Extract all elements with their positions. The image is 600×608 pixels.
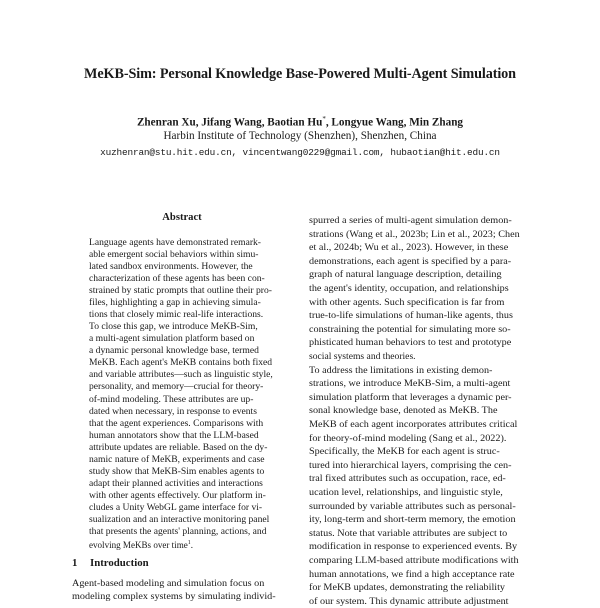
rightcol-line: true-to-life simulations of human-like agents, thus xyxy=(309,310,513,322)
paper-title: MeKB-Sim: Personal Knowledge Base-Powered Multi-Agent Simulation xyxy=(84,66,516,82)
abstract-line: To close this gap, we introduce MeKB-Sim, xyxy=(89,321,258,332)
rightcol-line: tral fixed attributes such as occupation, race, ed- xyxy=(309,473,506,485)
rightcol-line: sonal knowledge base, denoted as MeKB. The xyxy=(309,405,498,417)
abstract-line: study show that MeKB-Sim enables agents to xyxy=(89,465,265,476)
abstract-last-text: evolving MeKBs over time xyxy=(89,540,188,551)
authors-rest: , Longyue Wang, Min Zhang xyxy=(325,116,464,129)
abstract-line: that the agent experiences. Comparisons with xyxy=(89,417,264,428)
abstract-line: characterization of these agents has been con- xyxy=(89,273,265,284)
rightcol-line: human annotations, we find a high acceptance rate xyxy=(309,568,515,580)
abstract-line: personality, and memory—crucial for theory- xyxy=(89,381,264,392)
author-emails: xuzhenran@stu.hit.edu.cn, vincentwang0229@gmail.com, hubaotian@hit.edu.cn xyxy=(100,147,500,158)
abstract-line: lated sandbox environments. However, the xyxy=(89,261,253,272)
abstract-line: cludes a Unity WebGL game interface for vi- xyxy=(89,501,263,512)
authors-first: Zhenran Xu, Jifang Wang, Baotian Hu xyxy=(136,116,323,129)
rightcol-line: constraining the potential for simulating more so- xyxy=(309,323,511,335)
intro-line: modeling complex systems by simulating individ- xyxy=(72,591,276,602)
abstract-line: namic nature of MeKB, experiments and case xyxy=(89,453,265,464)
abstract-line: a dynamic personal knowledge base, termed xyxy=(89,345,259,356)
rightcol-line: ity, long-term and short-term memory, the emotion xyxy=(309,514,516,526)
section-heading-introduction xyxy=(72,557,149,569)
rightcol-line: graph of natural language description, detailing xyxy=(309,269,502,281)
rightcol-line: MeKB of each agent incorporates attributes critical xyxy=(309,419,518,430)
abstract-heading: Abstract xyxy=(162,212,202,223)
rightcol-line: tured into hierarchical layers, comprising the cen- xyxy=(309,459,512,471)
abstract-line: with other agents effectively. Our platform in- xyxy=(89,489,266,500)
footnote-mark: 1 xyxy=(187,540,191,546)
abstract-line: files, highlighting a gap in achieving simula- xyxy=(89,297,261,308)
section-title: Introduction xyxy=(90,557,149,569)
rightcol-line: To address the limitations in existing demon- xyxy=(309,364,493,376)
rightcol-line: with other agents. Such specification is far from xyxy=(309,296,505,308)
rightcol-line: comparing LLM-based attribute modifications with xyxy=(309,555,519,566)
abstract-line: strained by static prompts that outline their pro- xyxy=(89,285,272,296)
abstract-line: and variable attributes—such as linguistic style, xyxy=(89,369,273,380)
intro-line: Agent-based modeling and simulation focus on xyxy=(72,578,265,589)
author-list xyxy=(0,115,600,129)
abstract-line: of-mind modeling. These attributes are up- xyxy=(89,393,254,404)
abstract-line: attribute updates are reliable. Based on the dy- xyxy=(89,441,268,452)
abstract-line: MeKB. Each agent's MeKB contains both fixed xyxy=(89,357,273,368)
abstract-line: that presents the agents' planning, actions, and xyxy=(89,525,267,536)
abstract-line: sualization and an interactive monitoring panel xyxy=(89,513,270,524)
rightcol-line: status. Note that variable attributes are subject to xyxy=(309,527,508,539)
rightcol-line: of our system. This dynamic attribute adjustment xyxy=(309,595,509,607)
abstract-line: able emergent social behaviors within simu- xyxy=(89,249,259,260)
abstract-line: tions that closely mimic real-life interactions. xyxy=(89,309,264,320)
rightcol-line: for theory-of-mind modeling (Sang et al., 2022). xyxy=(309,432,507,444)
abstract-line: a multi-agent simulation platform based on xyxy=(89,333,255,344)
affiliation: Harbin Institute of Technology (Shenzhen), Shenzhen, China xyxy=(163,130,437,142)
rightcol-line: demonstrations, each agent is specified by a para- xyxy=(309,255,512,267)
corresponding-author-mark: * xyxy=(322,115,326,123)
rightcol-line: surrounded by variable attributes such as personal- xyxy=(309,500,516,512)
rightcol-line: Specifically, the MeKB for each agent is struc- xyxy=(309,446,500,458)
rightcol-line: the agent's identity, occupation, and relationships xyxy=(309,283,509,294)
rightcol-line: phisticated human behaviors to test and prototype xyxy=(309,337,512,349)
abstract-last-line xyxy=(89,537,193,551)
rightcol-line: for MeKB updates, demonstrating the reliability xyxy=(309,582,506,594)
rightcol-line: strations, we introduce MeKB-Sim, a multi-agent xyxy=(309,378,511,390)
abstract-last-period: . xyxy=(190,540,194,551)
rightcol-line: social systems and theories. xyxy=(309,351,416,362)
abstract-line: human annotators show that the LLM-based xyxy=(89,429,259,440)
rightcol-line: ucation level, relationships, and linguistic style, xyxy=(309,487,503,498)
abstract-line: dated when necessary, in response to events xyxy=(89,405,257,416)
section-number: 1 xyxy=(72,557,78,569)
rightcol-line: simulation platform that leverages a dynamic per- xyxy=(309,391,512,403)
rightcol-line: modification in response to experienced events. By xyxy=(309,541,518,553)
rightcol-line: et al., 2024b; Wu et al., 2023). However, in these xyxy=(309,242,509,254)
abstract-line: Language agents have demonstrated remark- xyxy=(89,237,262,247)
rightcol-line: strations (Wang et al., 2023b; Lin et al., 2023; Chen xyxy=(309,228,520,240)
abstract-line: adapt their planned activities and interactions xyxy=(89,477,263,488)
rightcol-line: spurred a series of multi-agent simulation demon- xyxy=(309,215,512,226)
